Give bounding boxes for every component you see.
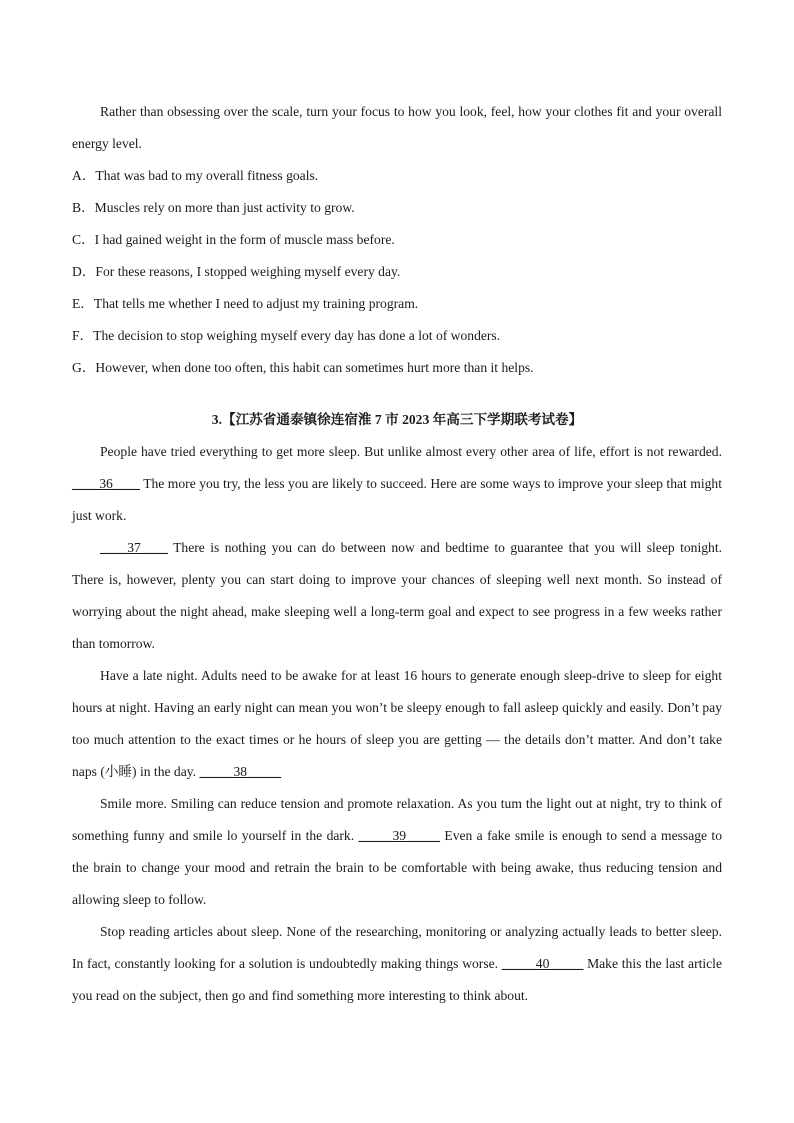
option-text: Muscles rely on more than just activity to grow. (94, 200, 355, 215)
option-text: However, when done too often, this habit can sometimes hurt more than it helps. (95, 360, 534, 375)
option-f (72, 320, 722, 352)
option-text: That was bad to my overall fitness goals. (95, 168, 319, 183)
paragraph-text: People have tried everything to get more sleep. But unlike almost every other area of life, effort is not rewarded. (100, 444, 722, 459)
option-e (72, 288, 722, 320)
answer-blank-36: ____36____ (72, 476, 140, 491)
option-text: For these reasons, I stopped weighing myself every day. (95, 264, 401, 279)
answer-blank-39: _____39_____ (358, 828, 441, 843)
option-letter: F． (72, 328, 94, 343)
option-letter: C． (72, 232, 95, 247)
option-text: That tells me whether I need to adjust my training program. (93, 296, 419, 311)
option-letter: G． (72, 360, 96, 375)
option-letter: B． (72, 200, 95, 215)
paragraph-text: Have a late night. Adults need to be awake for at least 16 hours to generate enough sleep-drive to sleep for eight hours at night. Having an early night can mean you won’t be sleepy enough to fall asleep quickly and easily. Don’t pay too much attention to the exact times or he hours of sleep you are getting — the details don’t matter. And don’t take naps (小睡) in the day. (72, 668, 722, 779)
option-c (72, 224, 722, 256)
section-heading: 3.【江苏省通泰镇徐连宿淮 7 市 2023 年高三下学期联考试卷】 (211, 412, 583, 427)
paragraph-text: Smile more. Smiling can reduce tension and promote relaxation. As you tum the light out at night, try to think of something funny and smile lo yourself in the dark. (72, 796, 722, 843)
passage-paragraph-4 (72, 788, 722, 916)
option-a (72, 160, 722, 192)
option-list (72, 160, 722, 384)
paragraph-text: Make this the last article you read on the subject, then go and find something more interesting to think about. (72, 956, 722, 1003)
paragraph-text: Even a fake smile is enough to send a message to the brain to change your mood and retrain the brain to be comfortable with being awake, thus reducing tension and allowing sleep to follow. (72, 828, 722, 907)
option-text: I had gained weight in the form of muscle mass before. (94, 232, 395, 247)
option-text: The decision to stop weighing myself every day has done a lot of wonders. (93, 328, 501, 343)
intro-paragraph: Rather than obsessing over the scale, turn your focus to how you look, feel, how your clothes fit and your overall energy level. (72, 104, 722, 151)
answer-blank-38: _____38_____ (199, 764, 282, 779)
option-d (72, 256, 722, 288)
paragraph-text: Stop reading articles about sleep. None of the researching, monitoring or analyzing actually leads to better sleep. In fact, constantly looking for a solution is undoubtedly making things worse. (72, 924, 722, 971)
answer-blank-40: _____40_____ (501, 956, 584, 971)
passage-paragraph-5 (72, 916, 722, 1012)
document-page (72, 96, 722, 1012)
option-letter: D． (72, 264, 96, 279)
option-letter: E． (72, 296, 94, 311)
paragraph-text: The more you try, the less you are likely to succeed. Here are some ways to improve your sleep that might just work. (72, 476, 722, 523)
option-g (72, 352, 722, 384)
paragraph-text: There is nothing you can do between now and bedtime to guarantee that you will sleep tonight. There is, however, plenty you can start doing to improve your chances of sleeping well next month. So instead of worrying about the night ahead, make sleeping well a long-term goal and expect to see progress in a few weeks rather than tomorrow. (72, 540, 722, 651)
passage-paragraph-1 (72, 436, 722, 532)
option-letter: A． (72, 168, 96, 183)
passage-paragraph-3 (72, 660, 722, 788)
option-b (72, 192, 722, 224)
passage-paragraph-2 (72, 532, 722, 660)
answer-blank-37: ____37____ (100, 540, 168, 555)
